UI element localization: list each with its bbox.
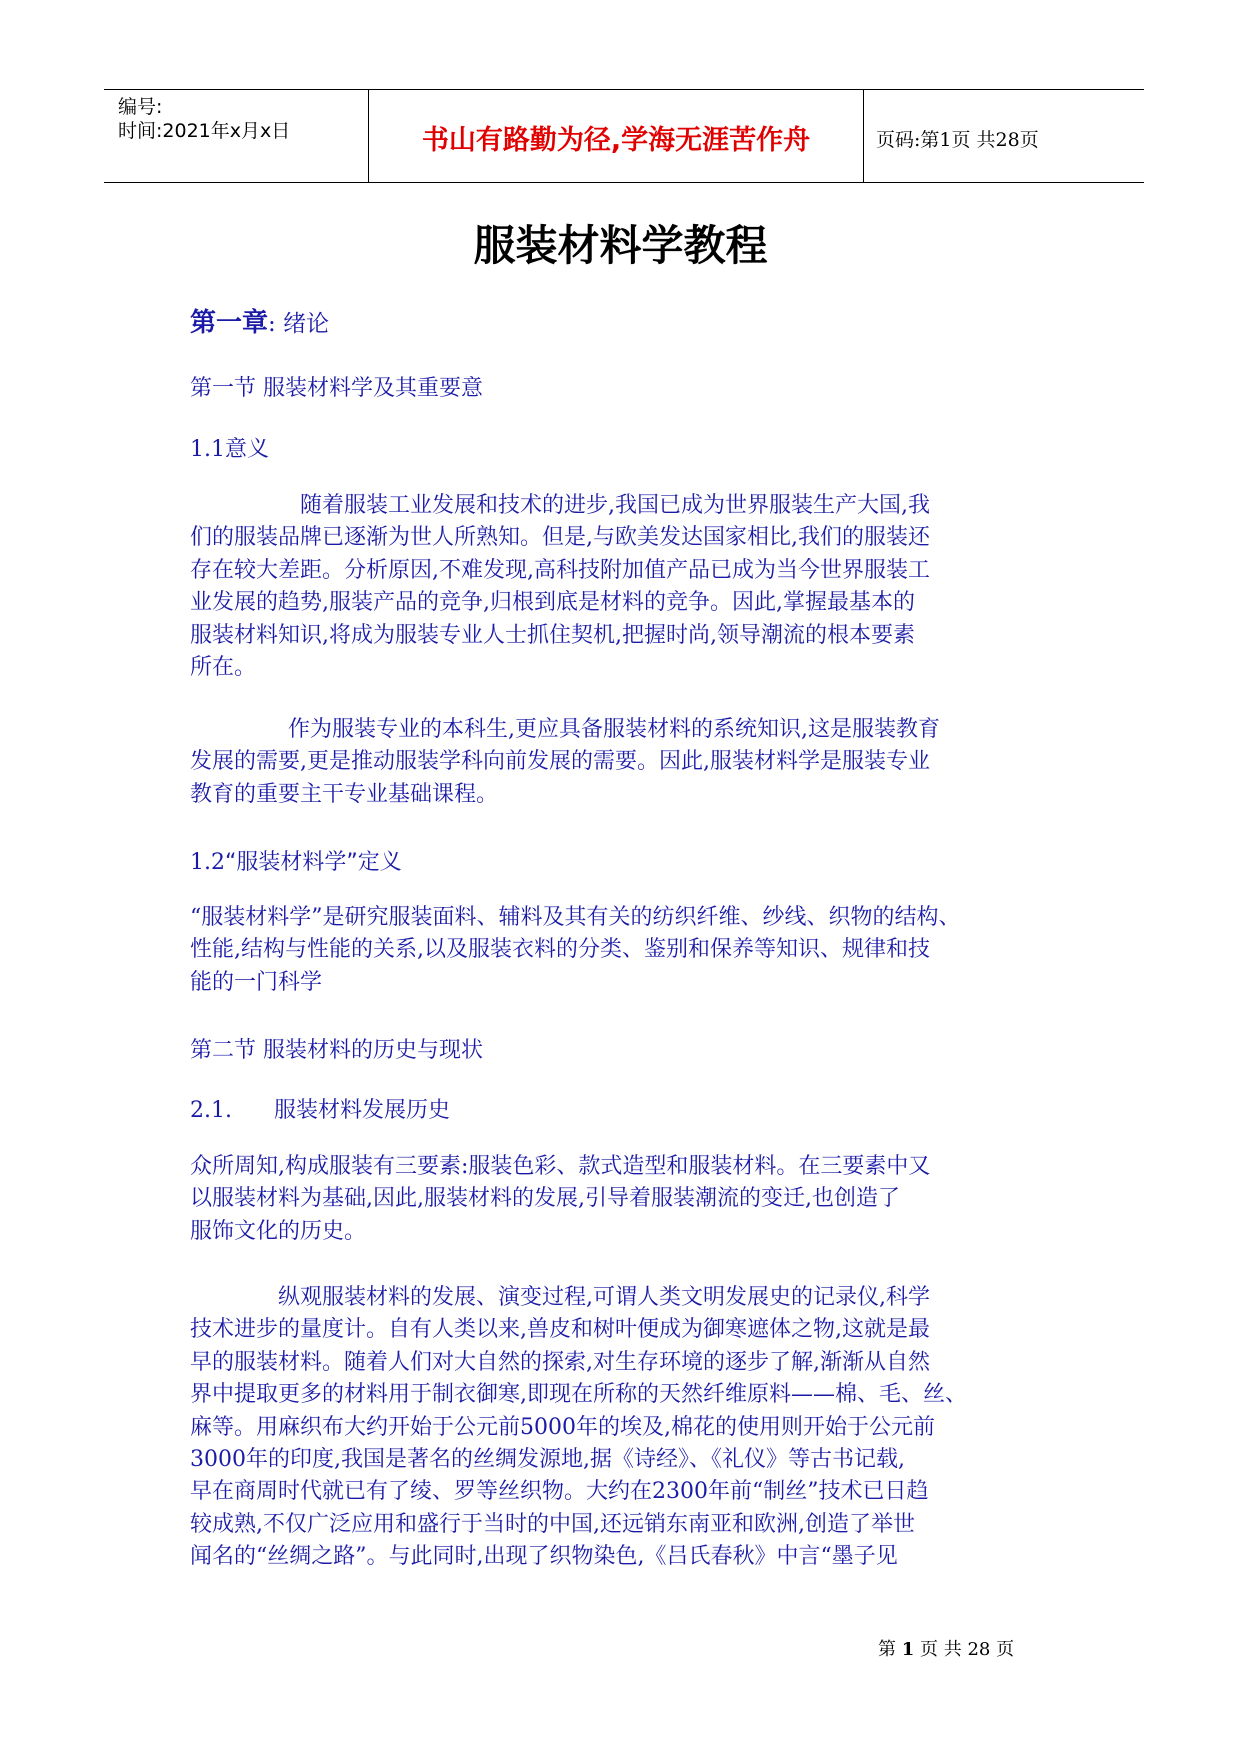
header-left-cell — [104, 90, 368, 182]
paragraph-line: 闻名的“丝绸之路”。与此同时,出现了织物染色,《吕氏春秋》中言“墨子见 — [190, 1544, 898, 1570]
document-time-label: 时间:2021年x月x日 — [118, 120, 291, 142]
paragraph-line: 早的服装材料。随着人们对大自然的探索,对生存环境的逐步了解,渐渐从自然 — [190, 1349, 930, 1375]
subsection-title: “服装材料学”定义 — [225, 850, 402, 875]
subsection-heading-1-1: 1.1意义 — [190, 437, 269, 462]
paragraph-line: 发展的需要,更是推动服装学科向前发展的需要。因此,服装材料学是服装专业 — [190, 749, 930, 775]
paragraph-line: 服装材料知识,将成为服装专业人士抓住契机,把握时尚,领导潮流的根本要素 — [190, 622, 915, 648]
chapter-heading — [190, 302, 1070, 339]
paragraph-line: 纵观服装材料的发展、演变过程,可谓人类文明发展史的记录仪,科学 — [278, 1285, 930, 1310]
document-number-label: 编号: — [118, 96, 163, 118]
header-motto: 书山有路勤为径,学海无涯苦作舟 — [421, 125, 811, 156]
paragraph-line: 麻等。用麻织布大约开始于公元前5000年的埃及,棉花的使用则开始于公元前 — [190, 1414, 935, 1440]
footer-page-number: 1 — [901, 1639, 915, 1660]
paragraph-line: 以服装材料为基础,因此,服装材料的发展,引导着服装潮流的变迁,也创造了 — [190, 1186, 900, 1212]
header-right-cell — [864, 90, 1144, 182]
paragraph-line: 较成熟,不仅广泛应用和盛行于当时的中国,还远销东南亚和欧洲,创造了举世 — [190, 1511, 915, 1537]
footer-total-pages: 28 — [967, 1639, 991, 1660]
footer-suffix: 页 — [996, 1639, 1015, 1660]
page-footer — [878, 1635, 1014, 1661]
header-middle-cell — [368, 90, 864, 182]
paragraph-line: 作为服装专业的本科生,更应具备服装材料的系统知识,这是服装教育 — [288, 717, 940, 742]
paragraph-1 — [190, 490, 1070, 684]
paragraph-line: 所在。 — [190, 655, 257, 681]
section-heading-1: 第一节 服装材料学及其重要意 — [190, 376, 483, 401]
paragraph-line: 3000年的印度,我国是著名的丝绸发源地,据《诗经》、《礼仪》等古书记载, — [190, 1447, 905, 1473]
paragraph-3 — [190, 902, 1070, 999]
paragraph-line: 教育的重要主干专业基础课程。 — [190, 781, 499, 807]
document-title: 服装材料学教程 — [473, 221, 768, 270]
subsection-number: 2.1. — [190, 1098, 232, 1123]
subsection-title: 服装材料发展历史 — [274, 1098, 451, 1123]
paragraph-line: 性能,结构与性能的关系,以及服装衣料的分类、鉴别和保养等知识、规律和技 — [190, 937, 930, 963]
paragraph-4 — [190, 1151, 1070, 1248]
paragraph-line: 能的一门科学 — [190, 969, 323, 995]
paragraph-line: 业发展的趋势,服装产品的竞争,归根到底是材料的竞争。因此,掌握最基本的 — [190, 590, 915, 616]
footer-prefix: 第 — [878, 1639, 896, 1660]
page-header — [104, 89, 1144, 183]
subsection-number: 1.2 — [190, 850, 225, 875]
chapter-name: : 绪论 — [268, 311, 330, 337]
paragraph-line: 早在商周时代就已有了绫、罗等丝织物。大约在2300年前“制丝”技术已日趋 — [190, 1479, 929, 1505]
header-page-code: 页码:第1页 共28页 — [876, 129, 1039, 151]
paragraph-line: 众所周知,构成服装有三要素:服装色彩、款式造型和服装材料。在三要素中又 — [190, 1154, 931, 1179]
section-heading-2: 第二节 服装材料的历史与现状 — [190, 1038, 483, 1063]
paragraph-5 — [190, 1282, 1070, 1574]
chapter-label: 第一章 — [190, 308, 269, 338]
paragraph-line: 随着服装工业发展和技术的进步,我国已成为世界服装生产大国,我 — [300, 493, 930, 518]
paragraph-line: 们的服装品牌已逐渐为世人所熟知。但是,与欧美发达国家相比,我们的服装还 — [190, 525, 930, 551]
paragraph-line: “服装材料学”是研究服装面料、辅料及其有关的纺织纤维、纱线、织物的结构、 — [190, 905, 961, 930]
paragraph-line: 服饰文化的历史。 — [190, 1218, 367, 1244]
paragraph-line: 技术进步的量度计。自有人类以来,兽皮和树叶便成为御寒遮体之物,这就是最 — [190, 1317, 930, 1343]
subsection-heading-1-2 — [190, 845, 1070, 876]
footer-middle: 页 共 — [920, 1639, 962, 1660]
paragraph-line: 界中提取更多的材料用于制衣御寒,即现在所称的天然纤维原料——棉、毛、丝、 — [190, 1382, 967, 1408]
paragraph-2 — [190, 714, 1070, 811]
subsection-heading-2-1 — [190, 1093, 1070, 1124]
paragraph-line: 存在较大差距。分析原因,不难发现,高科技附加值产品已成为当今世界服装工 — [190, 557, 930, 583]
